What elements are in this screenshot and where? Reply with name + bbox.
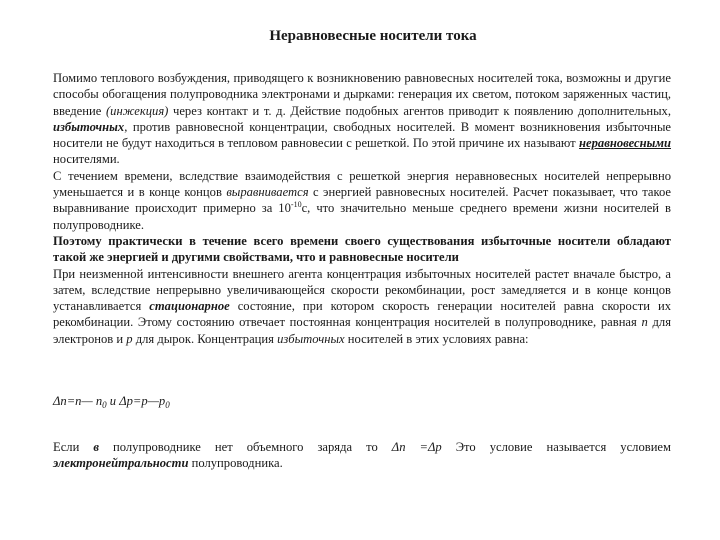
p5-text-c: полупроводнике нет объемного заряда то	[98, 439, 392, 454]
p1-text-c: через контакт и т. д. Действие подобных агентов приводит к появлению дополнительных,	[168, 103, 671, 118]
body-text	[53, 70, 671, 347]
paragraph-4	[53, 266, 671, 347]
formula-sub-2: 0	[165, 400, 170, 410]
p4-term-excess: избыточных	[277, 331, 345, 346]
p2-text-c: с энергией равновесных носителей. Расчет показывает, что такое выравнивание происходит примерно за 10	[53, 185, 671, 216]
p5-text-g: полупроводника.	[188, 455, 283, 470]
p5-text-a: Если	[53, 439, 94, 454]
p4-term-stationary: стационарное	[149, 299, 230, 314]
page-title: Неравновесные носители тока	[269, 28, 477, 44]
p2-text-d: с, что значительно меньше среднего времени жизни носителей в полупроводнике.	[53, 201, 671, 232]
p4-text-c: состояние, при котором скорость генерации носителей равна скорости их рекомбинации. Этому состоянию отвечает постоянная концентрация носителей в полупроводнике, равная	[53, 299, 671, 330]
formula-sub-1: 0	[102, 400, 107, 410]
p2-text-a: С течением времени, вследствие взаимодействия с решеткой энергия неравновесных носителей непрерывно уменьшается и в конце концов	[53, 168, 671, 200]
formula	[53, 394, 170, 409]
p1-term-excess: избыточных	[53, 119, 125, 134]
p4-text-i: носителей в этих условиях равна:	[344, 331, 529, 346]
formula-part-b: и Δp=p—p	[106, 394, 166, 408]
formula-part-a: Δn=n— n	[53, 394, 103, 408]
paragraph-1	[53, 70, 671, 168]
p1-text-e: , против равновесной концентрации, свободных носителей. В момент возникновения избыточные носители не будут находиться в тепловом равновесии с решеткой. По этой причине их называют	[53, 119, 671, 151]
p4-var-p: p	[126, 331, 133, 346]
p1-term-injection: (инжекция)	[105, 103, 169, 118]
p1-term-nonequilibrium: неравновесными	[579, 136, 671, 151]
paragraph-5	[53, 439, 671, 472]
p5-term-electroneutrality: электронейтральности	[53, 455, 189, 470]
paragraph-3-bold: Поэтому практически в течение всего времени своего существования избыточные носители обладают такой же энергией и другими свойствами, что и равновесные носители	[53, 233, 671, 265]
p1-text-g: носителями.	[53, 152, 120, 167]
p1-text-a: Помимо теплового возбуждения, приводящего к возникновению равновесных носителей тока, возможны и другие способы обогащения полупроводника электронами и дырками: генерация их светом, потоком заряженных частиц, введение	[53, 71, 671, 118]
p4-var-n: n	[641, 315, 648, 330]
p5-equation: Δn =Δp	[391, 439, 442, 454]
p5-term-in: в	[93, 439, 99, 454]
paragraph-2	[53, 168, 671, 233]
p2-exponent: -10	[290, 200, 302, 210]
p4-text-a: При неизменной интенсивности внешнего агента концентрация избыточных носителей растет вначале быстро, а затем, вследствие непрерывно увеличивающейся скорости рекомбинации, рост замедляется и в конце концов устанавливается	[53, 266, 671, 314]
p4-text-e: для электронов и	[53, 315, 671, 346]
p5-text-e: Это условие называется условием	[441, 439, 671, 454]
p4-text-g: для дырок. Концентрация	[132, 331, 278, 346]
p2-term-equalizes: выравнивается	[226, 185, 309, 200]
